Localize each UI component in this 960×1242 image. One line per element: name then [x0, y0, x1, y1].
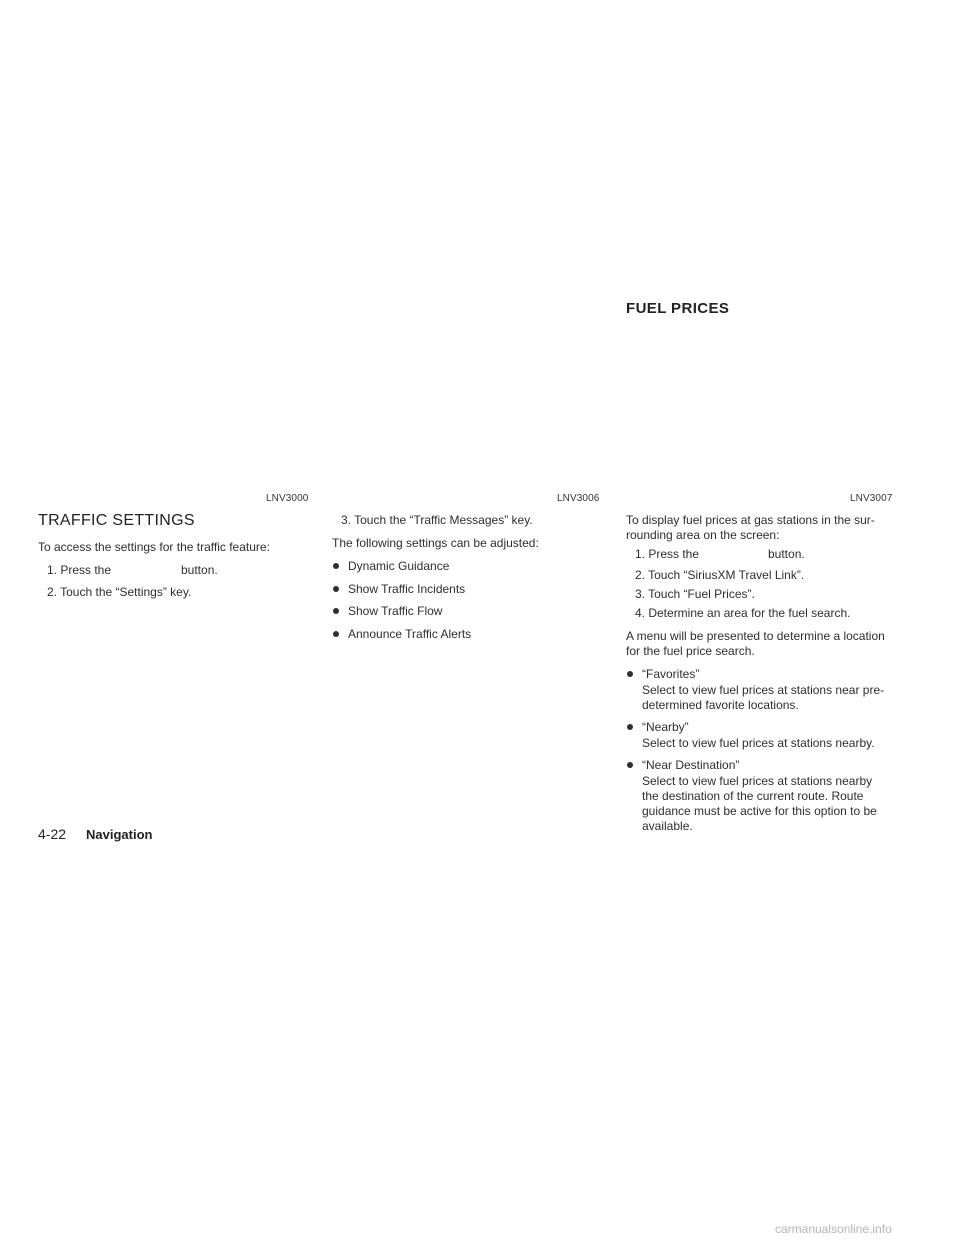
page-number: 4-22 [38, 826, 67, 842]
bullet-icon [333, 586, 339, 592]
bullet-icon [333, 563, 339, 569]
settings-list-item [333, 627, 583, 642]
section-name: Navigation [86, 827, 153, 842]
bullet-icon [627, 671, 633, 677]
fuel-option-near-destination [627, 758, 899, 773]
fuel-option-name: “Near Destination” [642, 758, 740, 772]
settings-item-label: Show Traffic Incidents [348, 582, 466, 596]
traffic-step-1-prefix: 1. Press the [47, 563, 112, 577]
fuel-option-desc-line: Select to view fuel prices at stations near pre- [642, 683, 885, 697]
fuel-option-name: “Favorites” [642, 667, 700, 681]
fuel-intro-line-1: To display fuel prices at gas stations in the sur- [626, 513, 875, 527]
figure-label-lnv3000: LNV3000 [266, 493, 309, 504]
watermark-link[interactable]: carmanualsonline.info [775, 1222, 892, 1236]
fuel-step-1-suffix: button. [768, 547, 805, 561]
traffic-step-2: 2. Touch the “Settings” key. [47, 585, 192, 599]
fuel-option-desc-line: the destination of the current route. Route [642, 789, 864, 803]
fuel-step-1-prefix: 1. Press the [635, 547, 700, 561]
fuel-option-desc-line: available. [642, 819, 693, 833]
bullet-icon [333, 631, 339, 637]
fuel-option-desc-line: determined favorite locations. [642, 698, 799, 712]
traffic-step-1-suffix: button. [181, 563, 218, 577]
bullet-icon [627, 762, 633, 768]
settings-intro: The following settings can be adjusted: [332, 536, 539, 550]
settings-list-item [333, 582, 583, 597]
fuel-step-3: 3. Touch “Fuel Prices”. [635, 587, 755, 601]
fuel-option-nearby [627, 720, 899, 735]
fuel-intro-line-2: rounding area on the screen: [626, 528, 780, 542]
settings-item-label: Announce Traffic Alerts [348, 627, 472, 641]
fuel-menu-line-1: A menu will be presented to determine a location [626, 629, 885, 643]
fuel-prices-heading: FUEL PRICES [626, 300, 730, 317]
fuel-menu-line-2: for the fuel price search. [626, 644, 755, 658]
traffic-settings-title: TRAFFIC SETTINGS [38, 512, 195, 529]
settings-list-item [333, 604, 583, 619]
settings-list-item [333, 559, 583, 574]
bullet-icon [627, 724, 633, 730]
fuel-option-desc-line: Select to view fuel prices at stations nearby. [642, 736, 875, 750]
settings-item-label: Dynamic Guidance [348, 559, 450, 573]
fuel-option-name: “Nearby” [642, 720, 689, 734]
figure-label-lnv3007: LNV3007 [850, 493, 893, 504]
settings-item-label: Show Traffic Flow [348, 604, 443, 618]
fuel-option-desc-line: guidance must be active for this option to be [642, 804, 877, 818]
fuel-step-4: 4. Determine an area for the fuel search. [635, 606, 851, 620]
traffic-step-3: 3. Touch the “Traffic Messages” key. [341, 513, 533, 527]
fuel-option-favorites [627, 667, 899, 682]
figure-label-lnv3006: LNV3006 [557, 493, 600, 504]
bullet-icon [333, 608, 339, 614]
traffic-intro: To access the settings for the traffic feature: [38, 540, 270, 554]
fuel-step-2: 2. Touch “SiriusXM Travel Link”. [635, 568, 805, 582]
fuel-option-desc-line: Select to view fuel prices at stations nearby [642, 774, 873, 788]
